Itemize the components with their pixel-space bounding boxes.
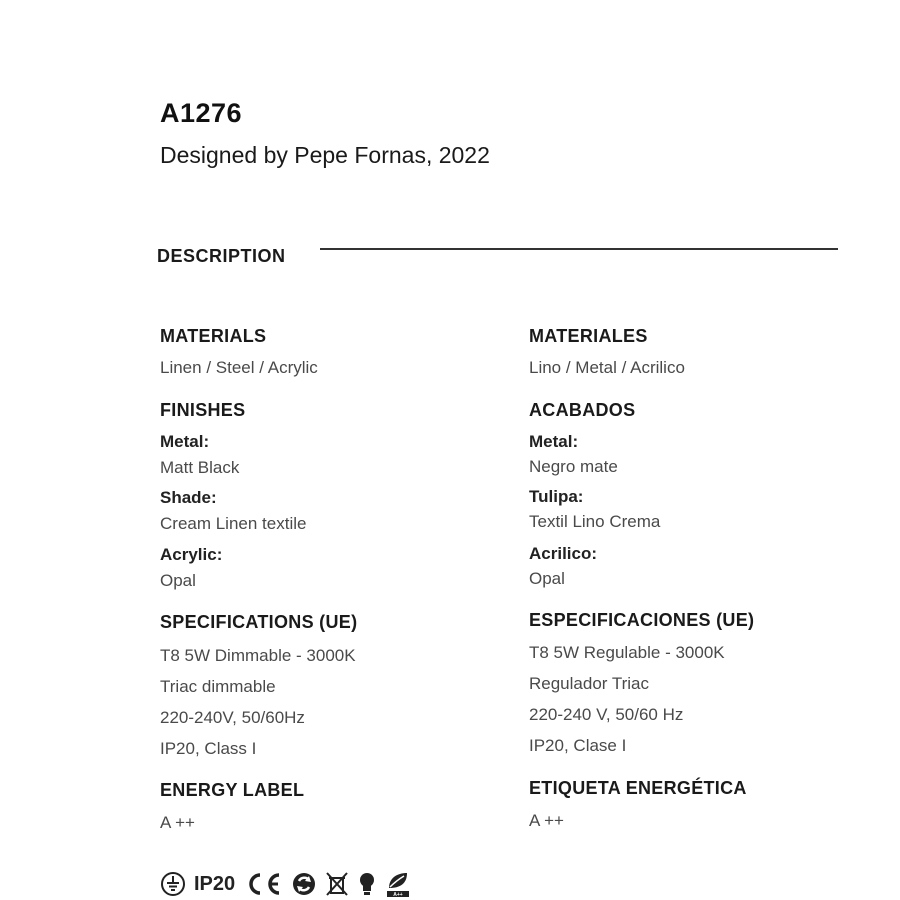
specifications-heading: SPECIFICATIONS (UE) — [160, 612, 358, 632]
designer-credit: Designed by Pepe Fornas, 2022 — [160, 142, 490, 168]
materiales-heading: MATERIALES — [529, 326, 648, 346]
earth-ground-icon — [160, 871, 186, 897]
etiqueta-energetica-value: A ++ — [529, 811, 564, 830]
description-heading: DESCRIPTION — [157, 246, 286, 266]
acrylic-label: Acrylic: — [160, 545, 223, 564]
especificaciones-heading: ESPECIFICACIONES (UE) — [529, 610, 755, 630]
spec-line-3: 220-240V, 50/60Hz — [160, 708, 305, 727]
especificacion-line-1: T8 5W Regulable - 3000K — [529, 643, 725, 662]
metal-value: Matt Black — [160, 458, 240, 477]
spec-line-1: T8 5W Dimmable - 3000K — [160, 646, 356, 665]
acrilico-value: Opal — [529, 569, 565, 588]
energy-label-value: A ++ — [160, 813, 195, 832]
especificacion-line-2: Regulador Triac — [529, 674, 650, 693]
acrylic-value: Opal — [160, 571, 196, 590]
recycling-icon — [291, 871, 317, 897]
shade-value: Cream Linen textile — [160, 514, 307, 533]
especificacion-line-3: 220-240 V, 50/60 Hz — [529, 705, 684, 724]
eco-leaf-icon — [385, 870, 411, 898]
spec-line-4: IP20, Class I — [160, 739, 257, 758]
svg-text:A++: A++ — [393, 892, 403, 898]
metal-value-es: Negro mate — [529, 457, 618, 476]
spec-line-2: Triac dimmable — [160, 677, 276, 696]
lightbulb-icon — [357, 871, 377, 897]
acrilico-label: Acrilico: — [529, 544, 598, 563]
description-divider — [320, 248, 838, 250]
materiales-value: Lino / Metal / Acrilico — [529, 358, 685, 377]
tulipa-value: Textil Lino Crema — [529, 512, 661, 531]
shade-label: Shade: — [160, 488, 217, 507]
etiqueta-energetica-heading: ETIQUETA ENERGÉTICA — [529, 778, 747, 798]
metal-label: Metal: — [160, 432, 210, 451]
ip-rating-text: IP20 — [194, 872, 236, 895]
weee-bin-icon — [325, 871, 349, 897]
ce-mark-icon — [243, 871, 283, 897]
energy-label-heading: ENERGY LABEL — [160, 780, 305, 800]
materials-value: Linen / Steel / Acrylic — [160, 358, 318, 377]
acabados-heading: ACABADOS — [529, 400, 636, 420]
certification-row — [160, 870, 411, 898]
especificacion-line-4: IP20, Clase I — [529, 736, 627, 755]
model-number: A1276 — [160, 98, 243, 128]
metal-label-es: Metal: — [529, 432, 579, 451]
finishes-heading: FINISHES — [160, 400, 246, 420]
tulipa-label: Tulipa: — [529, 487, 584, 506]
materials-heading: MATERIALS — [160, 326, 267, 346]
